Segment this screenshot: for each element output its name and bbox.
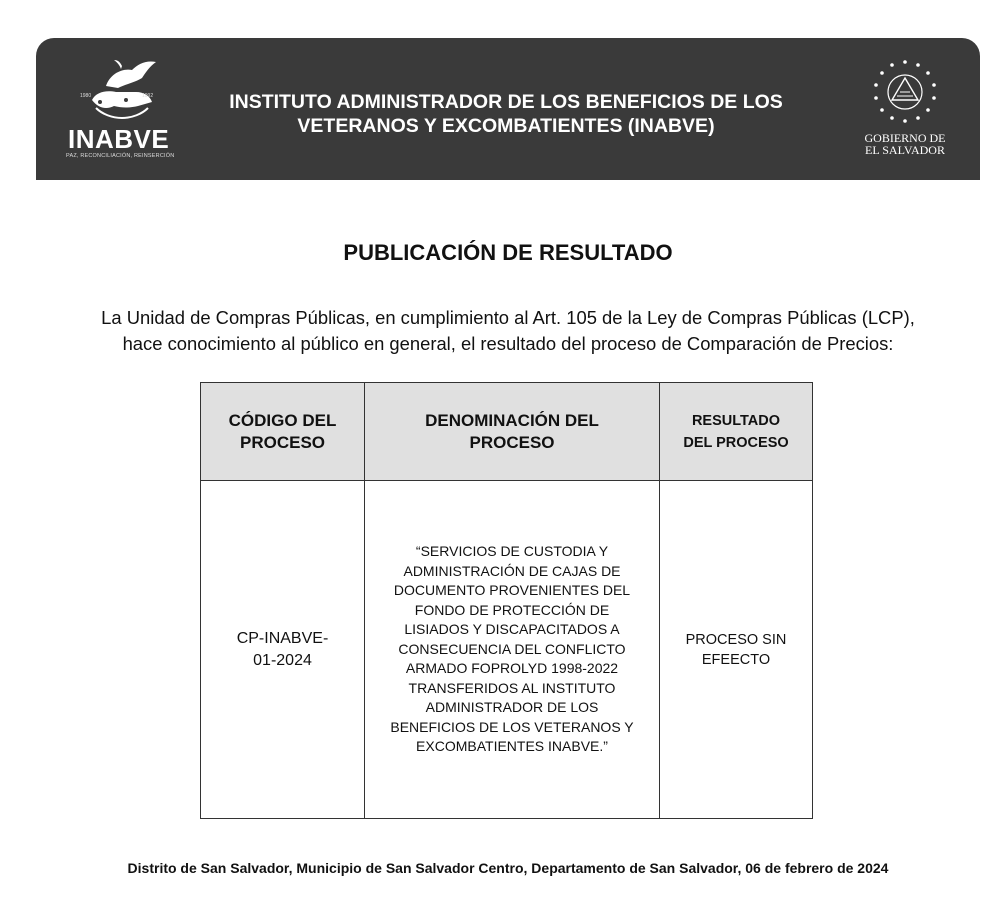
intro-paragraph: [20, 305, 996, 357]
header-process-result: RESULTADO DEL PROCESO: [660, 383, 813, 481]
logo-tagline: PAZ, RECONCILIACIÓN, REINSERCIÓN: [66, 153, 175, 159]
cell-process-result: PROCESO SIN EFEECTO: [660, 481, 813, 819]
institution-title-line1: INSTITUTO ADMINISTRADOR DE LOS BENEFICIOS DE LOS: [229, 91, 783, 113]
header-banner: [36, 38, 980, 180]
intro-line1: La Unidad de Compras Públicas, en cumplimiento al Art. 105 de la Ley de Compras Públicas (LCP),: [101, 307, 915, 328]
cell-process-name: “SERVICIOS DE CUSTODIA Y ADMINISTRACIÓN DE CAJAS DE DOCUMENTO PROVENIENTES DEL FONDO DE PROTECCIÓN DE LISIADOS Y DISCAPACITADOS A CONSECUENCIA DEL CONFLICTO ARMADO FOPROLYD 1998-2022 TRANSFERIDOS AL INSTITUTO ADMINISTRADOR DE LOS BENEFICIOS DE LOS VETERANOS Y EXCOMBATIENTES INABVE.”: [365, 481, 660, 819]
results-table: [200, 382, 813, 819]
institution-title: [186, 90, 826, 138]
government-seal-icon: [862, 54, 948, 130]
government-name: [862, 132, 948, 156]
table-header-row: [201, 383, 813, 481]
government-logo: [862, 54, 962, 164]
government-name-line1: GOBIERNO DE: [864, 131, 946, 145]
inabve-logo: [66, 56, 176, 166]
page-title: PUBLICACIÓN DE RESULTADO: [343, 240, 673, 265]
cell-process-code: CP-INABVE- 01-2024: [201, 481, 365, 819]
footer-location-date: Distrito de San Salvador, Municipio de San Salvador Centro, Departamento de San Salvador, 06 de febrero de 2024: [127, 860, 889, 876]
logo-year-start: 1980: [80, 93, 92, 99]
dove-handshake-icon: [66, 56, 176, 126]
logo-brand-text: INABVE: [68, 124, 170, 154]
intro-line2: hace conocimiento al público en general, el resultado del proceso de Comparación de Precios:: [122, 333, 894, 354]
header-process-name: DENOMINACIÓN DEL PROCESO: [365, 383, 660, 481]
table-row: [201, 481, 813, 819]
government-name-line2: EL SALVADOR: [865, 143, 945, 157]
institution-title-line2: VETERANOS Y EXCOMBATIENTES (INABVE): [297, 115, 715, 137]
logo-year-end: 1992: [142, 93, 154, 99]
header-process-code: CÓDIGO DEL PROCESO: [201, 383, 365, 481]
